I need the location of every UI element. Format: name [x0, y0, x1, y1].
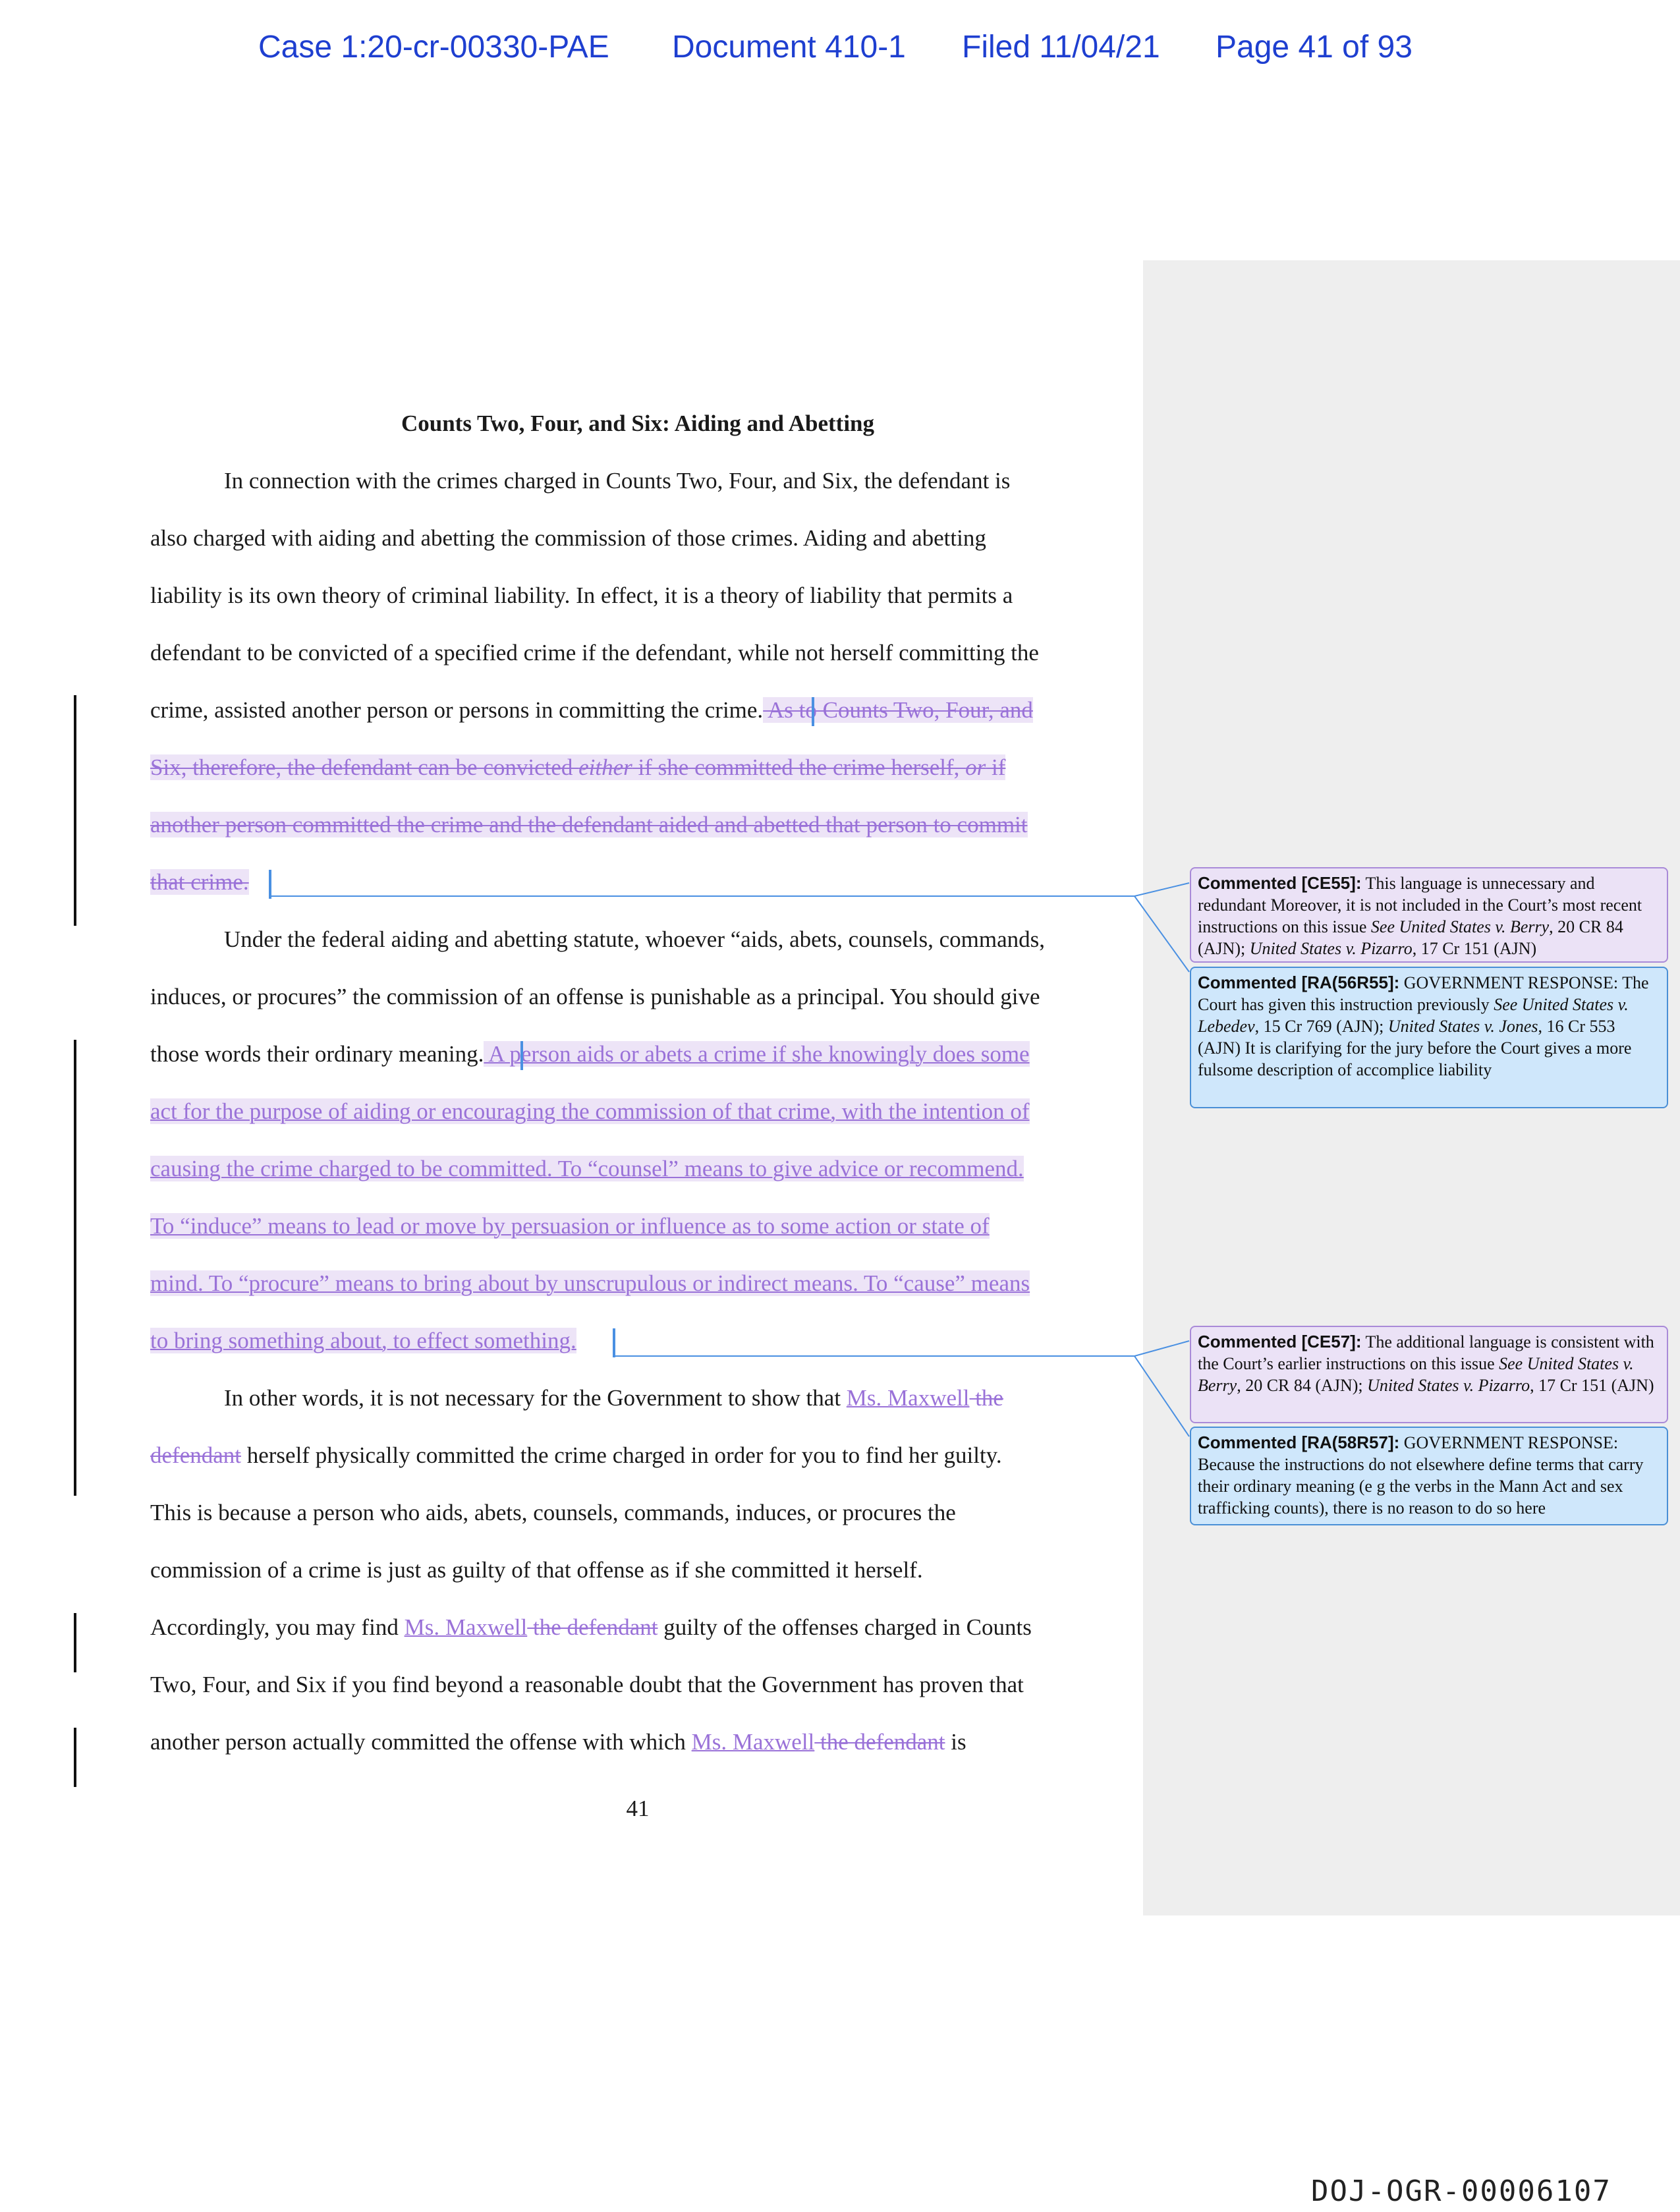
deleted-text: defendant [150, 1442, 241, 1468]
comment-text: GOVERNMENT RESPONSE: The Court has given this instruction previously [1198, 973, 1649, 1014]
comment-citation: United States v. Jones [1387, 1017, 1538, 1036]
deleted-text: the defendant [814, 1729, 945, 1755]
inserted-text: causing the crime charged to be committed. To “counsel” means to give advice or recommend. [150, 1156, 1024, 1181]
body-line: liability is its own theory of criminal liability. In effect, it is a theory of liability that permits a [150, 582, 1013, 608]
comment-text: , 17 Cr 151 (AJN) [1530, 1376, 1654, 1395]
comment-citation: United States v. Pizarro [1367, 1376, 1530, 1395]
comment-reply-balloon[interactable] [1190, 1427, 1668, 1525]
comment-text: , 20 CR 84 (AJN); [1237, 1376, 1368, 1395]
connector-line [613, 1341, 1189, 1356]
comment-text: , 16 Cr 553 (AJN) It is clarifying for the jury before the Court gives a more fulsome description of accomplice liability [1198, 1017, 1632, 1079]
body-text: crime, assisted another person or persons in committing the crime. [150, 697, 764, 723]
connector-line [269, 883, 1189, 896]
document-number: Document 410-1 [672, 30, 906, 65]
body-line: induces, or procures” the commission of an offense is punishable as a principal. You should give [150, 984, 1040, 1009]
comment-text: The additional language is consistent with the Court’s earlier instructions on this issue [1198, 1332, 1654, 1373]
connector-line [1134, 1356, 1189, 1436]
deleted-text: another person committed the crime and the defendant aided and abetted that person to commit [150, 812, 1028, 837]
body-line: Under the federal aiding and abetting statute, whoever “aids, abets, counsels, commands, [224, 926, 1045, 952]
body-line: In connection with the crimes charged in Counts Two, Four, and Six, the defendant is [224, 468, 1011, 494]
body-line: commission of a crime is just as guilty of that offense as if she committed it herself. [150, 1557, 923, 1583]
deleted-segment: if [986, 754, 1006, 780]
comment-text: , 15 Cr 769 (AJN); [1254, 1017, 1388, 1036]
connector-line [1134, 896, 1189, 972]
page-number: 41 [626, 1796, 650, 1821]
inserted-text: Ms. Maxwell [691, 1729, 815, 1755]
inserted-text: Ms. Maxwell [846, 1385, 970, 1411]
body-text: In other words, it is not necessary for the Government to show that [224, 1385, 847, 1411]
comment-citation: United States v. Pizarro [1249, 939, 1413, 958]
comment-author: Commented [RA(56R55]: [1198, 973, 1400, 992]
comment-author: Commented [RA(58R57]: [1198, 1432, 1400, 1452]
body-text: herself physically committed the crime charged in order for you to find her guilty. [240, 1442, 1002, 1468]
deleted-text: the [969, 1385, 1003, 1411]
deleted-text: As to Counts Two, Four, and [763, 697, 1033, 723]
deleted-italic: or [965, 754, 986, 780]
comment-balloon[interactable] [1190, 867, 1668, 963]
section-title: Counts Two, Four, and Six: Aiding and Abetting [401, 411, 875, 436]
comment-citation: See United States v. Berry [1370, 917, 1550, 936]
deleted-segment: if she committed the crime herself, [632, 754, 966, 780]
comment-reply-balloon[interactable] [1190, 967, 1668, 1108]
inserted-text: to bring something about, to effect something. [150, 1328, 576, 1353]
body-text: another person actually committed the offense with which [150, 1729, 692, 1755]
body-text: guilty of the offenses charged in Counts [658, 1614, 1032, 1640]
body-line: defendant to be convicted of a specified crime if the defendant, while not herself committing the [150, 640, 1039, 666]
body-line: Two, Four, and Six if you find beyond a reasonable doubt that the Government has proven that [150, 1672, 1024, 1697]
deleted-text: that crime. [150, 869, 249, 895]
comment-text: GOVERNMENT RESPONSE: Because the instructions do not elsewhere define terms that carry their ordinary meaning (e g the verbs in the Mann Act and sex trafficking counts), there is no reason to do so here [1198, 1433, 1644, 1517]
comment-text: This language is unnecessary and redundant Moreover, it is not included in the Court’s most recent instructions on this issue [1198, 874, 1642, 936]
inserted-text: mind. To “procure” means to bring about by unscrupulous or indirect means. To “cause” means [150, 1270, 1030, 1296]
bates-number: DOJ-OGR-00006107 [1311, 2174, 1611, 2208]
body-text: is [945, 1729, 966, 1755]
deleted-italic: either [578, 754, 632, 780]
comment-citation: See United States v. Lebedev [1198, 995, 1629, 1036]
body-line: also charged with aiding and abetting the commission of those crimes. Aiding and abetting [150, 525, 986, 551]
case-number: Case 1:20-cr-00330-PAE [258, 30, 609, 65]
comment-balloon[interactable] [1190, 1326, 1668, 1423]
inserted-text: A person aids or abets a crime if she knowingly does some [484, 1041, 1030, 1067]
deleted-text: the defendant [527, 1614, 658, 1640]
comment-author: Commented [CE57]: [1198, 1332, 1362, 1351]
inserted-text: Ms. Maxwell [404, 1614, 528, 1640]
inserted-text: To “induce” means to lead or move by persuasion or influence as to some action or state of [150, 1213, 990, 1239]
comment-text: , 17 Cr 151 (AJN) [1412, 939, 1537, 958]
comment-citation: See United States v. Berry [1198, 1354, 1634, 1395]
page-count: Page 41 of 93 [1216, 30, 1413, 65]
deleted-segment: Six, therefore, the defendant can be convicted [150, 754, 579, 780]
body-text: those words their ordinary meaning. [150, 1041, 484, 1067]
filed-date: Filed 11/04/21 [962, 30, 1160, 65]
body-line: This is because a person who aids, abets, counsels, commands, induces, or procures the [150, 1500, 956, 1525]
body-text: Accordingly, you may find [150, 1614, 405, 1640]
inserted-text: act for the purpose of aiding or encouraging the commission of that crime, with the intention of [150, 1098, 1030, 1124]
comment-author: Commented [CE55]: [1198, 873, 1362, 893]
comment-text: , 20 CR 84 (AJN); [1198, 917, 1623, 958]
